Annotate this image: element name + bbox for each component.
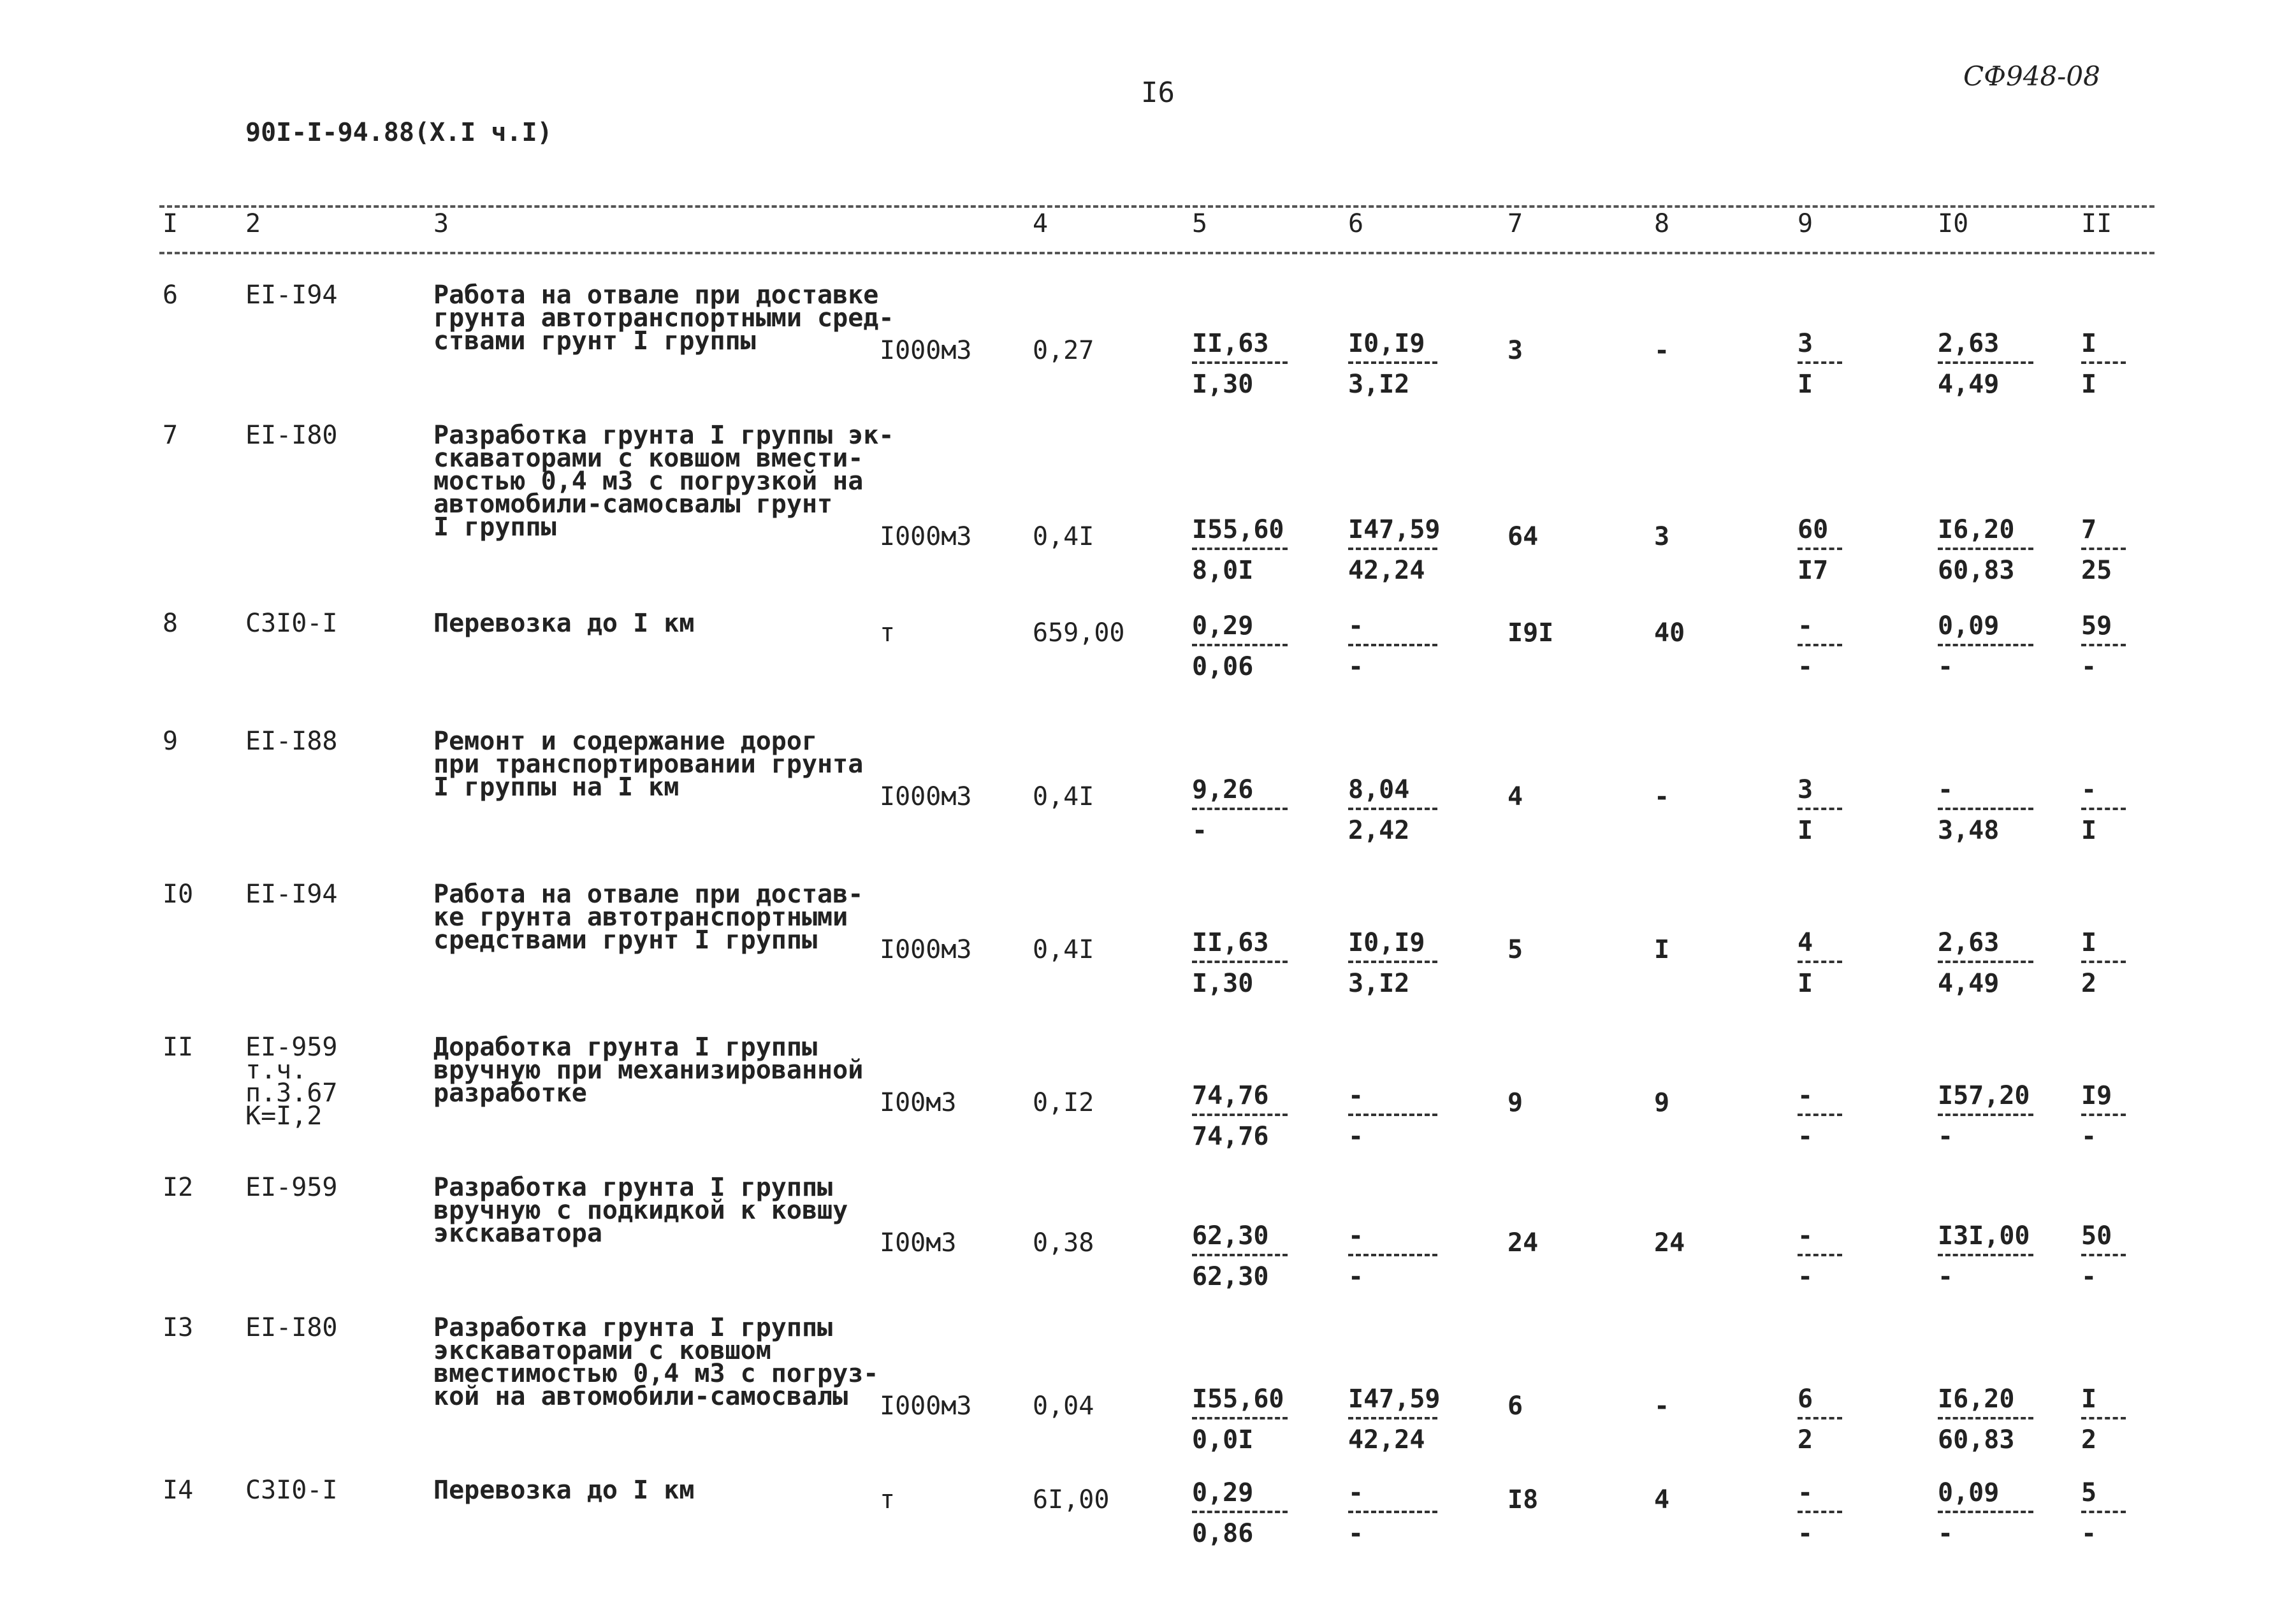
col-11-value-denominator: 2 xyxy=(2081,969,2097,998)
col-10-value xyxy=(1938,929,2033,998)
col-10-value-fraction-bar xyxy=(1938,548,2033,550)
cost-col-6 xyxy=(1348,1479,1437,1548)
col-10-value-denominator: 60,83 xyxy=(1938,556,2015,585)
col-9-value-denominator: - xyxy=(1798,652,1813,681)
work-description-line: экскаватора xyxy=(433,1219,602,1248)
col-8-value: 3 xyxy=(1654,522,1670,551)
col-10-value-fraction-bar xyxy=(1938,1511,2033,1513)
work-description-line: Работа на отвале при доставке xyxy=(433,280,879,310)
col-8-value: - xyxy=(1654,336,1670,365)
col-11-value-denominator: - xyxy=(2081,1262,2097,1291)
col-11-value-fraction-bar xyxy=(2081,548,2126,550)
cost-col-5-numerator: 0,29 xyxy=(1192,1478,1254,1507)
row-number: 9 xyxy=(163,727,178,756)
cost-col-5 xyxy=(1192,776,1288,845)
header-divider-top xyxy=(159,205,2154,208)
row-number: 8 xyxy=(163,609,178,638)
cost-col-5-fraction-bar xyxy=(1192,644,1288,646)
col-9-value xyxy=(1798,1385,1842,1454)
cost-col-5-numerator: 62,30 xyxy=(1192,1221,1269,1251)
column-header-6: 6 xyxy=(1348,209,1364,238)
table-row xyxy=(0,609,2296,730)
work-description-line: ствами грунт I группы xyxy=(433,326,756,356)
col-9-value-numerator: - xyxy=(1798,1478,1813,1507)
column-header-11: II xyxy=(2081,209,2112,238)
header-divider-bottom xyxy=(159,252,2154,254)
cost-col-6-fraction-bar xyxy=(1348,808,1437,810)
cost-col-5-fraction-bar xyxy=(1192,1114,1288,1116)
work-description-line: Перевозка до I км xyxy=(433,1476,695,1505)
col-10-value-fraction-bar xyxy=(1938,1254,2033,1256)
col-11-value xyxy=(2081,1385,2126,1454)
col-11-value-numerator: I9 xyxy=(2081,1081,2112,1110)
cost-col-5-fraction-bar xyxy=(1192,808,1288,810)
col-7-value: 3 xyxy=(1508,336,1523,365)
cost-col-5 xyxy=(1192,1082,1288,1151)
cost-col-5-denominator: I,30 xyxy=(1192,370,1254,399)
col-11-value-denominator: 25 xyxy=(2081,556,2112,585)
cost-col-6-denominator: 42,24 xyxy=(1348,1425,1425,1455)
col-10-value xyxy=(1938,1082,2033,1151)
cost-col-5-numerator: I55,60 xyxy=(1192,1384,1284,1414)
cost-col-6-denominator: - xyxy=(1348,1519,1364,1548)
page-number: I6 xyxy=(1141,76,1175,109)
cost-col-5-denominator: I,30 xyxy=(1192,969,1254,998)
col-9-value xyxy=(1798,1222,1842,1291)
row-number: II xyxy=(163,1033,194,1062)
table-row xyxy=(0,1313,2296,1479)
row-number: 7 xyxy=(163,421,178,450)
work-description-line: кой на автомобили-самосвалы xyxy=(433,1382,848,1411)
work-description-line: при транспортировании грунта xyxy=(433,750,864,779)
work-description-line: Перевозка до I км xyxy=(433,609,695,638)
cost-col-5-fraction-bar xyxy=(1192,1254,1288,1256)
col-8-value: I xyxy=(1654,935,1670,964)
col-10-value-numerator: - xyxy=(1938,775,1954,804)
col-10-value-numerator: 2,63 xyxy=(1938,928,2000,957)
col-10-value xyxy=(1938,776,2033,845)
cost-col-6-numerator: - xyxy=(1348,1221,1364,1251)
cost-col-6-denominator: - xyxy=(1348,1262,1364,1291)
col-7-value: 6 xyxy=(1508,1391,1523,1421)
cost-col-5-numerator: 0,29 xyxy=(1192,611,1254,641)
unit: I000м3 xyxy=(880,522,972,551)
work-description-line: разработке xyxy=(433,1078,587,1108)
col-9-value-numerator: - xyxy=(1798,1221,1813,1251)
cost-col-5-denominator: 0,86 xyxy=(1192,1519,1254,1548)
col-11-value-fraction-bar xyxy=(2081,961,2126,963)
cost-col-6-denominator: 42,24 xyxy=(1348,556,1425,585)
work-description-line: вручную с подкидкой к ковшу xyxy=(433,1196,848,1225)
norm-code: С3I0-I xyxy=(245,1476,338,1505)
col-9-value-denominator: 2 xyxy=(1798,1425,1813,1455)
col-11-value-denominator: - xyxy=(2081,652,2097,681)
col-10-value xyxy=(1938,516,2033,584)
table-row xyxy=(0,727,2296,883)
cost-col-5 xyxy=(1192,1385,1288,1454)
column-header-1: I xyxy=(163,209,178,238)
col-10-value-fraction-bar xyxy=(1938,1114,2033,1116)
col-10-value-fraction-bar xyxy=(1938,644,2033,646)
col-10-value-denominator: 60,83 xyxy=(1938,1425,2015,1455)
col-7-value: 9 xyxy=(1508,1088,1523,1117)
work-description-line: I группы на I км xyxy=(433,773,679,802)
cost-col-5 xyxy=(1192,1479,1288,1548)
col-11-value-denominator: - xyxy=(2081,1519,2097,1548)
document-stamp: СФ948-08 xyxy=(1963,61,2100,92)
cost-col-6-numerator: I47,59 xyxy=(1348,1384,1441,1414)
table-row xyxy=(0,1033,2296,1176)
cost-col-6-numerator: 8,04 xyxy=(1348,775,1410,804)
table-row xyxy=(0,280,2296,424)
col-11-value-numerator: - xyxy=(2081,775,2097,804)
work-description-line: вручную при механизированной xyxy=(433,1056,864,1085)
norm-code: п.3.67 xyxy=(245,1078,338,1108)
col-11-value-numerator: 50 xyxy=(2081,1221,2112,1251)
cost-col-6 xyxy=(1348,612,1437,681)
row-number: 6 xyxy=(163,280,178,310)
col-9-value-fraction-bar xyxy=(1798,1511,1842,1513)
col-11-value xyxy=(2081,776,2126,845)
cost-col-6-numerator: I47,59 xyxy=(1348,515,1441,544)
work-description-line: экскаваторами с ковшом xyxy=(433,1336,771,1365)
col-11-value-fraction-bar xyxy=(2081,1114,2126,1116)
col-11-value-numerator: 7 xyxy=(2081,515,2097,544)
cost-col-5-fraction-bar xyxy=(1192,1511,1288,1513)
cost-col-6-numerator: I0,I9 xyxy=(1348,928,1425,957)
work-description-line: мостью 0,4 м3 с погрузкой на xyxy=(433,467,864,496)
norm-code: С3I0-I xyxy=(245,609,338,638)
quantity: 0,04 xyxy=(1033,1391,1094,1421)
work-description-line: скаваторами с ковшом вмести- xyxy=(433,444,864,473)
col-10-value xyxy=(1938,1479,2033,1548)
col-11-value-denominator: I xyxy=(2081,816,2097,845)
col-7-value: I8 xyxy=(1508,1485,1539,1514)
col-8-value: 9 xyxy=(1654,1088,1670,1117)
cost-col-6-fraction-bar xyxy=(1348,1511,1437,1513)
table-row xyxy=(0,1476,2296,1600)
col-10-value xyxy=(1938,612,2033,681)
cost-col-6-fraction-bar xyxy=(1348,1254,1437,1256)
unit: I000м3 xyxy=(880,782,972,811)
column-header-5: 5 xyxy=(1192,209,1208,238)
col-11-value-denominator: 2 xyxy=(2081,1425,2097,1455)
col-10-value-denominator: 3,48 xyxy=(1938,816,2000,845)
col-9-value-denominator: I xyxy=(1798,816,1813,845)
cost-col-5-fraction-bar xyxy=(1192,1417,1288,1419)
quantity: 0,4I xyxy=(1033,522,1094,551)
cost-col-5-numerator: 74,76 xyxy=(1192,1081,1269,1110)
cost-col-5-numerator: II,63 xyxy=(1192,329,1269,358)
col-9-value-numerator: - xyxy=(1798,1081,1813,1110)
cost-col-6-numerator: - xyxy=(1348,1081,1364,1110)
col-11-value xyxy=(2081,929,2126,998)
col-9-value-numerator: 3 xyxy=(1798,775,1813,804)
col-9-value xyxy=(1798,929,1842,998)
col-10-value xyxy=(1938,1385,2033,1454)
cost-col-5-fraction-bar xyxy=(1192,961,1288,963)
quantity: 659,00 xyxy=(1033,618,1125,648)
cost-col-6 xyxy=(1348,776,1437,845)
quantity: 0,4I xyxy=(1033,782,1094,811)
col-9-value-fraction-bar xyxy=(1798,1254,1842,1256)
cost-col-6-denominator: - xyxy=(1348,652,1364,681)
work-description-line: Разработка грунта I группы xyxy=(433,1173,833,1202)
unit: I000м3 xyxy=(880,1391,972,1421)
column-header-8: 8 xyxy=(1654,209,1670,238)
work-description-line: Разработка грунта I группы xyxy=(433,1313,833,1342)
col-11-value xyxy=(2081,1479,2126,1548)
quantity: 0,I2 xyxy=(1033,1088,1094,1117)
col-9-value-fraction-bar xyxy=(1798,1114,1842,1116)
unit: I00м3 xyxy=(880,1228,957,1258)
col-9-value-numerator: 3 xyxy=(1798,329,1813,358)
quantity: 0,38 xyxy=(1033,1228,1094,1258)
col-9-value xyxy=(1798,776,1842,845)
quantity: 0,27 xyxy=(1033,336,1094,365)
col-11-value-fraction-bar xyxy=(2081,1511,2126,1513)
unit: I00м3 xyxy=(880,1088,957,1117)
col-10-value-denominator: - xyxy=(1938,652,1954,681)
col-9-value-denominator: I xyxy=(1798,370,1813,399)
table-row xyxy=(0,1173,2296,1316)
col-11-value-denominator: I xyxy=(2081,370,2097,399)
cost-col-5-fraction-bar xyxy=(1192,548,1288,550)
cost-col-6-denominator: 3,I2 xyxy=(1348,370,1410,399)
col-9-value xyxy=(1798,516,1842,584)
col-11-value-fraction-bar xyxy=(2081,1254,2126,1256)
col-9-value-numerator: 60 xyxy=(1798,515,1829,544)
column-header-2: 2 xyxy=(245,209,261,238)
work-description-line: I группы xyxy=(433,512,556,542)
norm-code: EI-I94 xyxy=(245,280,338,310)
col-7-value: 64 xyxy=(1508,522,1539,551)
col-9-value-numerator: 6 xyxy=(1798,1384,1813,1414)
col-10-value-numerator: I3I,00 xyxy=(1938,1221,2030,1251)
col-10-value xyxy=(1938,1222,2033,1291)
cost-col-6-fraction-bar xyxy=(1348,961,1437,963)
col-9-value-fraction-bar xyxy=(1798,548,1842,550)
cost-col-5-numerator: 9,26 xyxy=(1192,775,1254,804)
col-11-value-numerator: 59 xyxy=(2081,611,2112,641)
work-description-line: Работа на отвале при достав- xyxy=(433,880,864,909)
column-header-7: 7 xyxy=(1508,209,1523,238)
col-9-value xyxy=(1798,1479,1842,1548)
cost-col-5 xyxy=(1192,929,1288,998)
cost-col-6-numerator: I0,I9 xyxy=(1348,329,1425,358)
norm-code: EI-I80 xyxy=(245,421,338,450)
norm-code: т.ч. xyxy=(245,1056,307,1085)
col-10-value-denominator: 4,49 xyxy=(1938,370,2000,399)
unit: т xyxy=(880,1485,896,1514)
cost-col-5-numerator: I55,60 xyxy=(1192,515,1284,544)
col-9-value-fraction-bar xyxy=(1798,644,1842,646)
col-9-value-denominator: I xyxy=(1798,969,1813,998)
cost-col-6-fraction-bar xyxy=(1348,1417,1437,1419)
table-row xyxy=(0,421,2296,612)
col-11-value-fraction-bar xyxy=(2081,808,2126,810)
cost-col-6-fraction-bar xyxy=(1348,548,1437,550)
col-10-value-numerator: 0,09 xyxy=(1938,611,2000,641)
col-10-value-denominator: - xyxy=(1938,1262,1954,1291)
col-11-value-fraction-bar xyxy=(2081,361,2126,364)
col-11-value xyxy=(2081,1222,2126,1291)
cost-col-6-denominator: - xyxy=(1348,1122,1364,1151)
col-7-value: I9I xyxy=(1508,618,1554,648)
cost-col-5-denominator: 74,76 xyxy=(1192,1122,1269,1151)
work-description-line: Ремонт и содержание дорог xyxy=(433,727,818,756)
document-code: 90I-I-94.88(X.I ч.I) xyxy=(245,118,553,147)
norm-code: EI-I80 xyxy=(245,1313,338,1342)
norm-code: EI-I94 xyxy=(245,880,338,909)
col-9-value xyxy=(1798,612,1842,681)
cost-col-5-denominator: 0,06 xyxy=(1192,652,1254,681)
col-10-value-denominator: - xyxy=(1938,1122,1954,1151)
col-10-value-numerator: 2,63 xyxy=(1938,329,2000,358)
norm-code: EI-I88 xyxy=(245,727,338,756)
col-11-value-denominator: - xyxy=(2081,1122,2097,1151)
row-number: I3 xyxy=(163,1313,194,1342)
cost-col-6 xyxy=(1348,330,1437,398)
work-description-line: грунта автотранспортными сред- xyxy=(433,303,894,333)
col-10-value-numerator: I6,20 xyxy=(1938,515,2015,544)
column-header-4: 4 xyxy=(1033,209,1049,238)
norm-code: EI-959 xyxy=(245,1033,338,1062)
col-11-value-numerator: 5 xyxy=(2081,1478,2097,1507)
col-7-value: 24 xyxy=(1508,1228,1539,1258)
unit: I000м3 xyxy=(880,336,972,365)
work-description-line: Разработка грунта I группы эк- xyxy=(433,421,894,450)
col-10-value-numerator: I57,20 xyxy=(1938,1081,2030,1110)
col-11-value-fraction-bar xyxy=(2081,644,2126,646)
cost-col-6 xyxy=(1348,929,1437,998)
col-10-value-fraction-bar xyxy=(1938,961,2033,963)
cost-col-5-denominator: 8,0I xyxy=(1192,556,1254,585)
col-10-value-numerator: 0,09 xyxy=(1938,1478,2000,1507)
work-description-line: вместимостью 0,4 м3 с погруз- xyxy=(433,1359,879,1388)
unit: I000м3 xyxy=(880,935,972,964)
cost-col-5-denominator: - xyxy=(1192,816,1208,845)
col-11-value xyxy=(2081,516,2126,584)
col-11-value xyxy=(2081,612,2126,681)
col-9-value-fraction-bar xyxy=(1798,961,1842,963)
cost-col-6-denominator: 2,42 xyxy=(1348,816,1410,845)
col-9-value-numerator: 4 xyxy=(1798,928,1813,957)
quantity: 0,4I xyxy=(1033,935,1094,964)
col-8-value: - xyxy=(1654,1391,1670,1421)
work-description-line: автомобили-самосвалы грунт xyxy=(433,490,833,519)
cost-col-5 xyxy=(1192,516,1288,584)
work-description-line: Доработка грунта I группы xyxy=(433,1033,818,1062)
column-header-9: 9 xyxy=(1798,209,1813,238)
cost-col-6-numerator: - xyxy=(1348,1478,1364,1507)
cost-col-5-fraction-bar xyxy=(1192,361,1288,364)
work-description-line: ке грунта автотранспортными xyxy=(433,903,848,932)
cost-col-6 xyxy=(1348,1082,1437,1151)
col-9-value-denominator: - xyxy=(1798,1262,1813,1291)
cost-col-6-fraction-bar xyxy=(1348,361,1437,364)
col-9-value xyxy=(1798,1082,1842,1151)
cost-col-6 xyxy=(1348,515,1441,585)
quantity: 6I,00 xyxy=(1033,1485,1110,1514)
norm-code: EI-959 xyxy=(245,1173,338,1202)
col-10-value-numerator: I6,20 xyxy=(1938,1384,2015,1414)
col-7-value: 5 xyxy=(1508,935,1523,964)
col-7-value: 4 xyxy=(1508,782,1523,811)
unit: т xyxy=(880,618,896,648)
row-number: I2 xyxy=(163,1173,194,1202)
column-header-3: 3 xyxy=(433,209,449,238)
column-header-10: I0 xyxy=(1938,209,1969,238)
col-8-value: - xyxy=(1654,782,1670,811)
col-10-value-denominator: - xyxy=(1938,1519,1954,1548)
cost-col-6-denominator: 3,I2 xyxy=(1348,969,1410,998)
norm-code: К=I,2 xyxy=(245,1101,323,1131)
col-9-value-numerator: - xyxy=(1798,611,1813,641)
cost-col-6 xyxy=(1348,1384,1441,1455)
col-9-value xyxy=(1798,330,1842,398)
col-9-value-fraction-bar xyxy=(1798,808,1842,810)
col-9-value-denominator: - xyxy=(1798,1122,1813,1151)
col-9-value-fraction-bar xyxy=(1798,361,1842,364)
col-8-value: 40 xyxy=(1654,618,1685,648)
col-9-value-denominator: I7 xyxy=(1798,556,1829,585)
col-10-value-fraction-bar xyxy=(1938,1417,2033,1419)
col-11-value xyxy=(2081,1082,2126,1151)
col-11-value-numerator: I xyxy=(2081,928,2097,957)
col-9-value-fraction-bar xyxy=(1798,1417,1842,1419)
col-10-value-denominator: 4,49 xyxy=(1938,969,2000,998)
cost-col-5-numerator: II,63 xyxy=(1192,928,1269,957)
cost-col-5-denominator: 0,0I xyxy=(1192,1425,1254,1455)
cost-col-6-fraction-bar xyxy=(1348,644,1437,646)
col-10-value-fraction-bar xyxy=(1938,808,2033,810)
row-number: I0 xyxy=(163,880,194,909)
col-8-value: 4 xyxy=(1654,1485,1670,1514)
col-9-value-denominator: - xyxy=(1798,1519,1813,1548)
cost-col-6-fraction-bar xyxy=(1348,1114,1437,1116)
col-11-value-numerator: I xyxy=(2081,1384,2097,1414)
col-11-value-fraction-bar xyxy=(2081,1417,2126,1419)
col-11-value-numerator: I xyxy=(2081,329,2097,358)
row-number: I4 xyxy=(163,1476,194,1505)
cost-col-6-numerator: - xyxy=(1348,611,1364,641)
col-8-value: 24 xyxy=(1654,1228,1685,1258)
cost-col-5-denominator: 62,30 xyxy=(1192,1262,1269,1291)
cost-col-5 xyxy=(1192,1222,1288,1291)
work-description-line: средствами грунт I группы xyxy=(433,926,818,955)
cost-col-6 xyxy=(1348,1222,1437,1291)
table-row xyxy=(0,880,2296,1036)
col-11-value xyxy=(2081,330,2126,398)
col-10-value xyxy=(1938,330,2033,398)
cost-col-5 xyxy=(1192,330,1288,398)
col-10-value-fraction-bar xyxy=(1938,361,2033,364)
cost-col-5 xyxy=(1192,612,1288,681)
